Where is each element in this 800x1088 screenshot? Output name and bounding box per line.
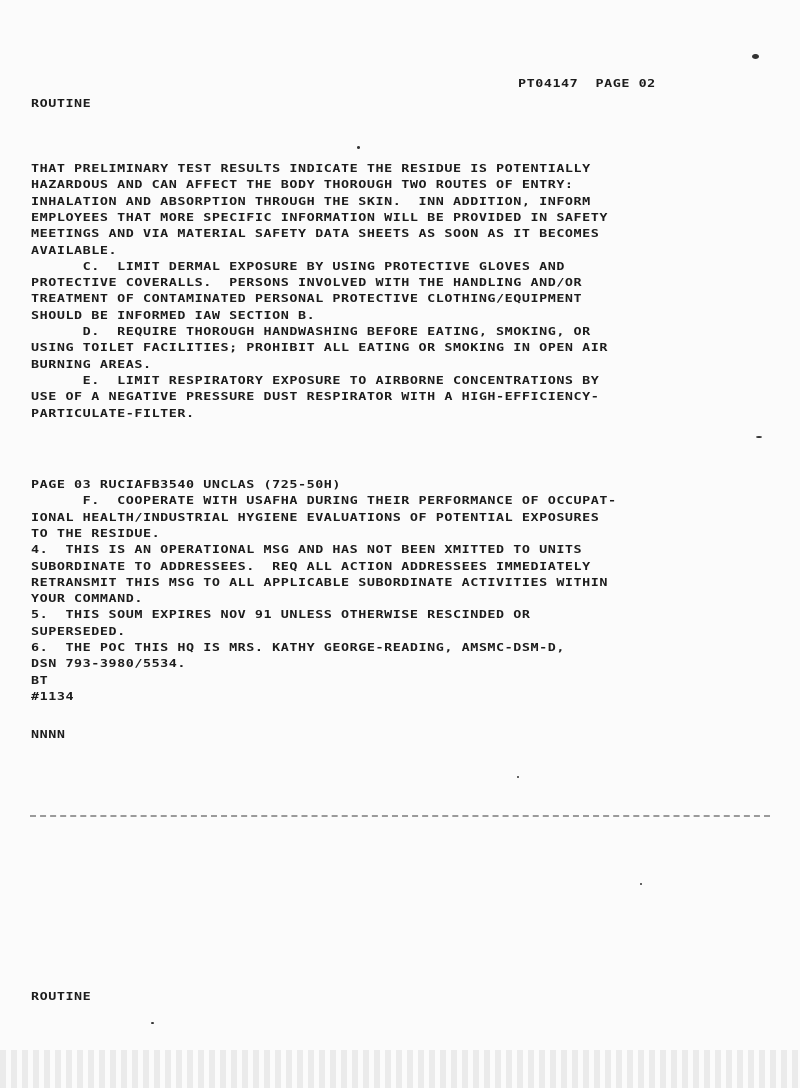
text-line: RETRANSMIT THIS MSG TO ALL APPLICABLE SUBORDINATE ACTIVITIES WITHIN bbox=[31, 576, 608, 590]
text-line: D. REQUIRE THOROUGH HANDWASHING BEFORE EATING, SMOKING, OR bbox=[31, 326, 591, 339]
text-line: EMPLOYEES THAT MORE SPECIFIC INFORMATION WILL BE PROVIDED IN SAFETY bbox=[31, 211, 608, 225]
text-line: TREATMENT OF CONTAMINATED PERSONAL PROTECTIVE CLOTHING/EQUIPMENT bbox=[31, 293, 583, 306]
text-line: MEETINGS AND VIA MATERIAL SAFETY DATA SHEETS AS SOON AS IT BECOMES bbox=[31, 228, 600, 241]
text-line: DSN 793-3980/5534. bbox=[31, 658, 187, 671]
text-line: YOUR COMMAND. bbox=[31, 593, 143, 606]
text-line: IONAL HEALTH/INDUSTRIAL HYGIENE EVALUATIONS OF POTENTIAL EXPOSURES bbox=[31, 511, 600, 524]
text-line: BURNING AREAS. bbox=[31, 358, 152, 371]
scan-speck bbox=[517, 776, 519, 778]
scan-speck bbox=[357, 146, 360, 149]
text-line: AVAILABLE. bbox=[31, 244, 118, 257]
end-of-message-marker: NNNN bbox=[31, 729, 66, 742]
text-line: F. COOPERATE WITH USAFHA DURING THEIR PERFORMANCE OF OCCUPAT- bbox=[31, 495, 617, 508]
text-line: PAGE 03 RUCIAFB3540 UNCLAS (725-50H) bbox=[31, 479, 342, 492]
text-line: 6. THE POC THIS HQ IS MRS. KATHY GEORGE-READING, AMSMC-DSM-D, bbox=[31, 642, 565, 655]
scan-speck bbox=[752, 54, 759, 59]
text-line: HAZARDOUS AND CAN AFFECT THE BODY THOROUGH TWO ROUTES OF ENTRY: bbox=[31, 179, 574, 192]
scan-noise bbox=[0, 1050, 800, 1088]
text-line: 4. THIS IS AN OPERATIONAL MSG AND HAS NOT BEEN XMITTED TO UNITS bbox=[31, 544, 583, 557]
precedence-footer: ROUTINE bbox=[31, 991, 92, 1004]
text-line: PROTECTIVE COVERALLS. PERSONS INVOLVED WITH THE HANDLING AND/OR bbox=[31, 277, 583, 290]
text-line: E. LIMIT RESPIRATORY EXPOSURE TO AIRBORNE CONCENTRATIONS BY bbox=[31, 374, 600, 388]
tear-line bbox=[30, 815, 770, 817]
text-line: SUPERSEDED. bbox=[31, 625, 126, 638]
text-line: #1134 bbox=[31, 690, 75, 704]
scan-speck bbox=[640, 883, 642, 885]
text-line: USE OF A NEGATIVE PRESSURE DUST RESPIRATOR WITH A HIGH-EFFICIENCY- bbox=[31, 391, 600, 404]
text-line: BT bbox=[31, 674, 49, 687]
scan-speck bbox=[756, 436, 762, 438]
text-line: SHOULD BE INFORMED IAW SECTION B. bbox=[31, 309, 316, 322]
text-line: PARTICULATE-FILTER. bbox=[31, 407, 195, 420]
text-line: INHALATION AND ABSORPTION THROUGH THE SKIN. INN ADDITION, INFORM bbox=[31, 195, 591, 208]
scan-speck bbox=[151, 1022, 154, 1024]
text-line: THAT PRELIMINARY TEST RESULTS INDICATE THE RESIDUE IS POTENTIALLY bbox=[31, 163, 591, 176]
text-line: TO THE RESIDUE. bbox=[31, 527, 161, 541]
page-reference: PT04147 PAGE 02 bbox=[518, 78, 656, 91]
precedence-header: ROUTINE bbox=[31, 98, 92, 111]
text-line: C. LIMIT DERMAL EXPOSURE BY USING PROTECTIVE GLOVES AND bbox=[31, 260, 565, 274]
text-line: SUBORDINATE TO ADDRESSEES. REQ ALL ACTION ADDRESSEES IMMEDIATELY bbox=[31, 560, 591, 573]
text-line: 5. THIS SOUM EXPIRES NOV 91 UNLESS OTHERWISE RESCINDED OR bbox=[31, 609, 531, 622]
text-line: USING TOILET FACILITIES; PROHIBIT ALL EATING OR SMOKING IN OPEN AIR bbox=[31, 342, 608, 355]
